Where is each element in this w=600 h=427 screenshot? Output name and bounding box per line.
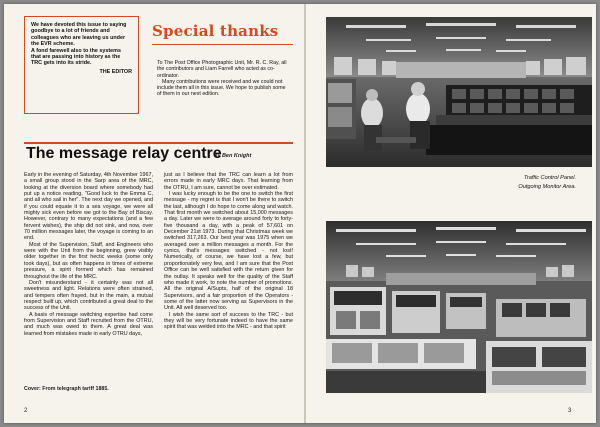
- article-column-2: [164, 172, 293, 331]
- special-thanks-paragraph-1: To The Post Office Photographic Unit, Mr. R. C. Ray, all the contributors and Liam Farrell who acted as co-ordinator.: [157, 60, 287, 79]
- photo-caption-2: Outgoing Monitor Area.: [518, 184, 576, 190]
- article-paragraph: A basis of message switching expertise had come from Supervision and Staff recruited from the OTRU, and much was owed to them. A great deal was learned from mistakes made in early OTRU days,: [24, 311, 153, 337]
- photo-caption-1: Traffic Control Panel.: [523, 175, 576, 181]
- magazine-spread: [4, 4, 596, 423]
- article-byline: by Ben Knight: [214, 153, 252, 159]
- editor-note-text-2: A fond farewell also to the systems that are passing into history as the TRC gets into its stride.: [31, 47, 121, 67]
- page-number-right: 3: [568, 408, 572, 414]
- article-column-1: [24, 172, 153, 337]
- article-paragraph: just as I believe that the TRC can learn a lot from errors made in early MRC days. That learning from the OTRU, I am sure, cannot be over estimated.: [164, 172, 293, 191]
- special-thanks-rule: [152, 44, 293, 45]
- article-paragraph: Most of the Supervision, Staff, and Engineers who were with the Unit from the beginning, grew visibly older together in the first hectic weeks (some only took days), but as often happens in times of extreme pressure, a spirit formed which has remained throughout the life of the MRC.: [24, 241, 153, 280]
- outgoing-monitor-area-photo: [326, 221, 592, 393]
- page-number-left: 2: [24, 408, 28, 414]
- article-paragraph: Don't misunderstand - it certainly was not all sweetness and light. Relations were often strained, and tempers often frayed, but in the main, a mutual respect built up, which contributed a great deal to the success of the Unit.: [24, 279, 153, 312]
- editor-note-box: [24, 16, 139, 114]
- right-page: [306, 4, 596, 423]
- special-thanks-body: [157, 60, 289, 98]
- left-page: [4, 4, 304, 423]
- article-paragraph: I was lucky enough to be the one to switch the first message - my regret is that I won't be there to switch the last, although I do hope to come along and watch. That first month we switched about 15,000 messages a day. Later we were to average around forty to forty-five thousand a day, with a peak of 57,601 on December 21st 1973. During that Christmas week we switched 317,263. Our best year was 1975 when we averaged over a million messages a month. For the cynics, that's messages switched - not lost! Numerically, of course, we have lost a few, but proportionately very few, and I am sure that the Post Office can be well satisfied with the return given for the outlay. It speaks well for the quality of the Staff who made it work, to note the number of promotions. All the original A/Supts, half of the original 18 Supervisors, and a fair proportion of the Operators - some of the latter now serving as Supervisors in the Unit. All well deserved too.: [164, 191, 293, 312]
- article-title: The message relay centre: [26, 145, 222, 162]
- editor-note-text: We have devoted this issue to saying goodbye to a lot of friends and colleagues who are leaving us under the EVR scheme.: [31, 22, 127, 48]
- article-top-rule: [24, 142, 293, 144]
- article-paragraph: Early in the evening of Saturday, 4th November 1967, a small group stood in the Sarp area of the MRC, looking at the diversion board where somebody had put up a notice reading, "Good luck to the Emma C, and all who sail in her". The next day we opened, and if you could equate it to a sea voyage, we were all mighty sick even before we got to the Bay of Biscay. However, contrary to many expectations (and a few fervent wishes), the ship did not sink, and now, over 70 million messages later, the voyage is coming to an end.: [24, 172, 153, 242]
- special-thanks-paragraph-2: Many contributions were received and we could not include them all in this issue. We hope to publish some of them in our next edition.: [157, 78, 286, 98]
- article-paragraph: I wish the same sort of success to the TRC - but they will be very fortunate indeed to have the same spirit that was welded into the MRC - and that spirit: [164, 311, 293, 331]
- special-thanks-title: Special thanks: [152, 22, 279, 40]
- editor-signature: THE EDITOR: [99, 68, 132, 75]
- traffic-control-panel-photo: [326, 17, 592, 167]
- cover-credit: Cover: From telegraph tariff 1885.: [24, 386, 109, 392]
